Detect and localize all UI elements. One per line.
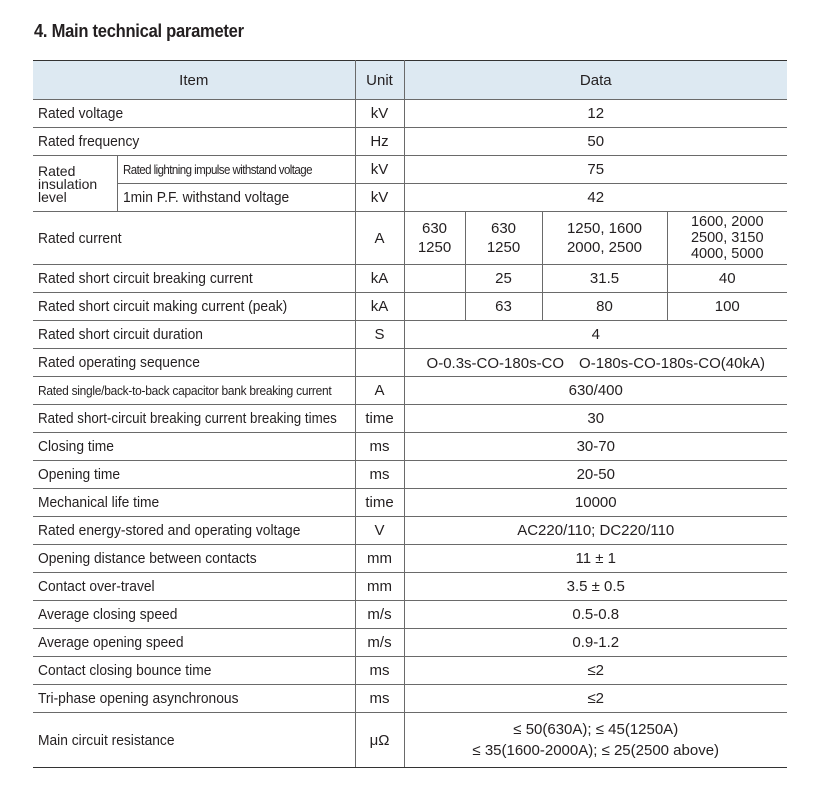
param-value: 42 <box>404 184 787 212</box>
param-unit: ms <box>355 657 404 685</box>
table-header-row <box>33 61 787 100</box>
param-unit: μΩ <box>355 713 404 768</box>
table-row <box>33 629 787 657</box>
table-row <box>33 100 787 128</box>
param-value <box>404 293 465 321</box>
param-label: Contact closing bounce time <box>33 657 355 685</box>
param-value: 30-70 <box>404 433 787 461</box>
param-label: Rated short circuit making current (peak) <box>33 293 355 321</box>
table-row <box>33 405 787 433</box>
insulation-level-label: Rated insulation level <box>33 156 117 212</box>
param-unit: ms <box>355 461 404 489</box>
param-value: 11 ± 1 <box>404 545 787 573</box>
param-unit: ms <box>355 685 404 713</box>
param-unit: Hz <box>355 128 404 156</box>
table-row <box>33 128 787 156</box>
table-row <box>33 713 787 768</box>
table-row <box>33 321 787 349</box>
current-col-3: 1250, 1600 2000, 2500 <box>542 212 667 265</box>
param-label: Opening distance between contacts <box>33 545 355 573</box>
param-unit: time <box>355 489 404 517</box>
table-row <box>33 184 787 212</box>
param-unit: mm <box>355 573 404 601</box>
current-col-1: 630 1250 <box>404 212 465 265</box>
param-unit: kV <box>355 156 404 184</box>
table-row <box>33 212 787 265</box>
resistance-line-2: ≤ 35(1600-2000A); ≤ 25(2500 above) <box>472 742 720 759</box>
param-unit <box>355 349 404 377</box>
param-value: ≤2 <box>404 657 787 685</box>
param-value: 630/400 <box>404 377 787 405</box>
param-label: Average closing speed <box>33 601 355 629</box>
param-label: Tri-phase opening asynchronous <box>33 685 355 713</box>
param-unit: ms <box>355 433 404 461</box>
param-value <box>404 265 465 293</box>
table-row <box>33 377 787 405</box>
param-value: 10000 <box>404 489 787 517</box>
param-value: 100 <box>667 293 787 321</box>
param-label: Mechanical life time <box>33 489 355 517</box>
table-row <box>33 489 787 517</box>
table-row <box>33 685 787 713</box>
param-unit: V <box>355 517 404 545</box>
param-unit: A <box>355 212 404 265</box>
param-unit: mm <box>355 545 404 573</box>
unit-header: Unit <box>355 61 404 100</box>
table-row <box>33 461 787 489</box>
param-value: O-0.3s-CO-180s-CO O-180s-CO-180s-CO(40kA) <box>404 349 787 377</box>
param-label: 1min P.F. withstand voltage <box>117 184 355 212</box>
param-value: 20-50 <box>404 461 787 489</box>
param-value: 40 <box>667 265 787 293</box>
param-unit: A <box>355 377 404 405</box>
table-row <box>33 349 787 377</box>
param-value: 0.5-0.8 <box>404 601 787 629</box>
param-label: Average opening speed <box>33 629 355 657</box>
param-label: Rated frequency <box>33 128 355 156</box>
section-title: 4. Main technical parameter <box>34 21 244 41</box>
param-unit: kA <box>355 265 404 293</box>
param-label: Rated short circuit breaking current <box>33 265 355 293</box>
param-label: Rated short circuit duration <box>33 321 355 349</box>
param-unit: S <box>355 321 404 349</box>
param-value: 75 <box>404 156 787 184</box>
param-label: Main circuit resistance <box>33 713 355 768</box>
param-value: 12 <box>404 100 787 128</box>
resistance-line-1: ≤ 50(630A); ≤ 45(1250A) <box>513 721 679 738</box>
param-value: 25 <box>465 265 542 293</box>
param-label: Opening time <box>33 461 355 489</box>
param-value: 4 <box>404 321 787 349</box>
table-row <box>33 517 787 545</box>
param-label: Rated voltage <box>33 100 355 128</box>
param-label: Rated short-circuit breaking current breaking times <box>33 405 355 433</box>
current-col-2: 630 1250 <box>465 212 542 265</box>
param-value: 80 <box>542 293 667 321</box>
data-header: Data <box>404 61 787 100</box>
param-value: 3.5 ± 0.5 <box>404 573 787 601</box>
table-row <box>33 293 787 321</box>
param-unit: m/s <box>355 601 404 629</box>
param-label: Rated energy-stored and operating voltage <box>33 517 355 545</box>
param-value: AC220/110; DC220/110 <box>404 517 787 545</box>
param-label: Closing time <box>33 433 355 461</box>
param-unit: kV <box>355 100 404 128</box>
table-row <box>33 657 787 685</box>
param-value <box>404 713 787 768</box>
param-value: 0.9-1.2 <box>404 629 787 657</box>
param-label: Rated operating sequence <box>33 349 355 377</box>
param-label: Rated lightning impulse withstand voltage <box>117 156 355 184</box>
current-col-4: 1600, 2000 2500, 3150 4000, 5000 <box>667 212 787 265</box>
param-label: Contact over-travel <box>33 573 355 601</box>
item-header: Item <box>33 61 355 100</box>
table-row <box>33 601 787 629</box>
table-row <box>33 265 787 293</box>
table-row <box>33 156 787 184</box>
param-unit: m/s <box>355 629 404 657</box>
param-value: 50 <box>404 128 787 156</box>
param-label: Rated current <box>33 212 355 265</box>
param-label: Rated single/back-to-back capacitor bank breaking current <box>33 377 355 405</box>
param-value: 63 <box>465 293 542 321</box>
param-value: ≤2 <box>404 685 787 713</box>
table-row <box>33 573 787 601</box>
param-unit: kA <box>355 293 404 321</box>
param-value: 31.5 <box>542 265 667 293</box>
technical-parameter-table <box>33 60 787 768</box>
param-unit: kV <box>355 184 404 212</box>
table-row <box>33 545 787 573</box>
table-row <box>33 433 787 461</box>
param-unit: time <box>355 405 404 433</box>
param-value: 30 <box>404 405 787 433</box>
